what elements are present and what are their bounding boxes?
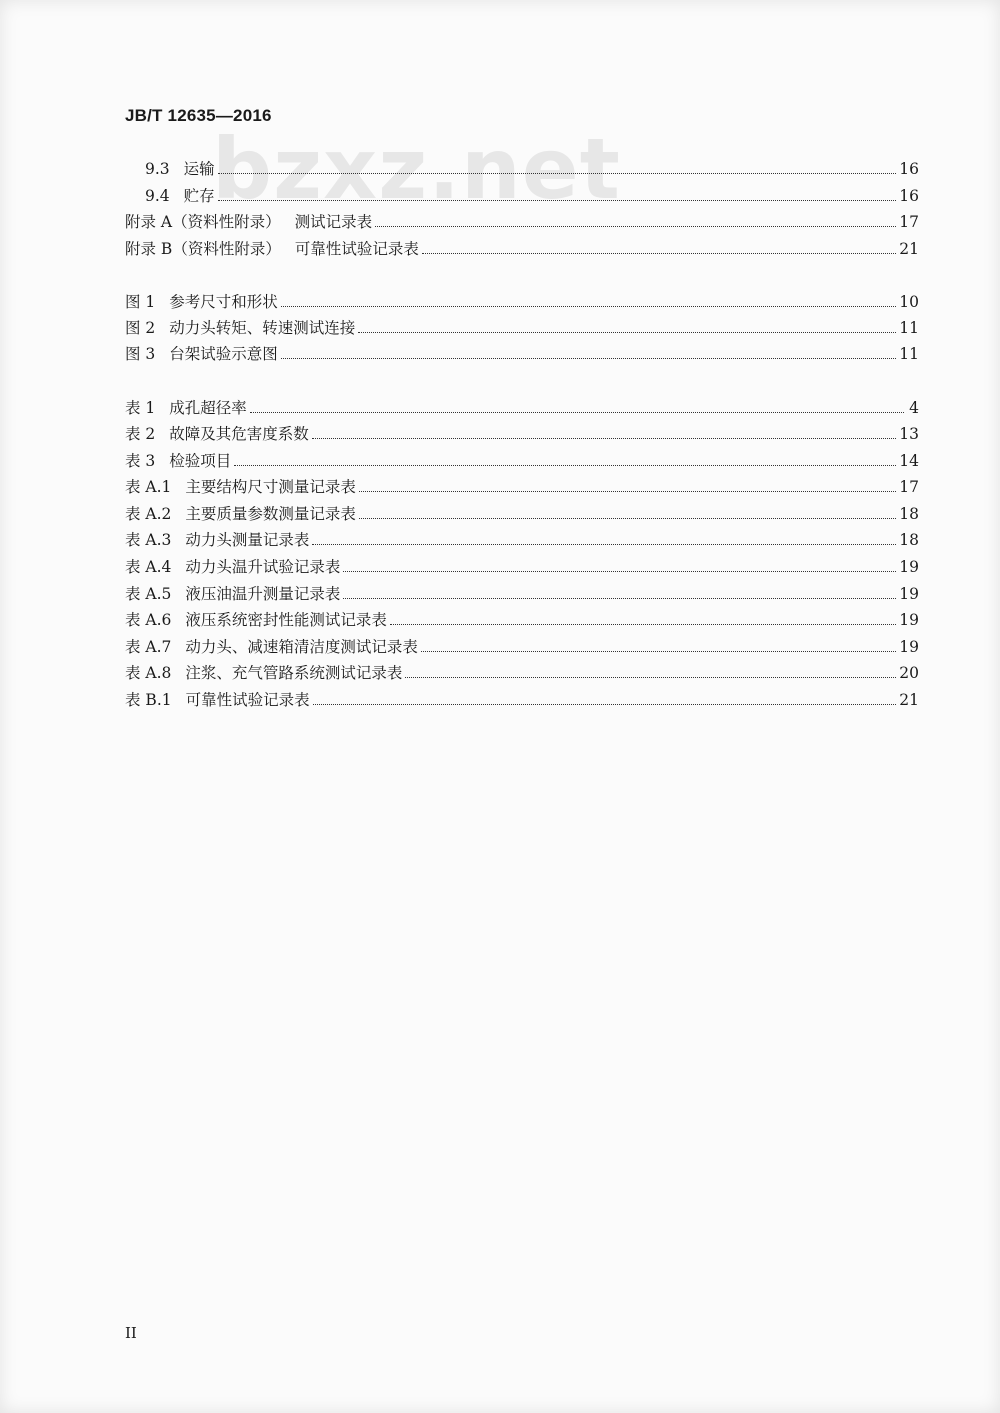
entry-number: 表 A.5 (125, 585, 172, 603)
toc-entry[interactable] (145, 179, 919, 205)
dot-leader (343, 597, 896, 599)
toc-entry[interactable] (125, 470, 919, 496)
entry-page: 17 (899, 213, 919, 231)
dot-leader (359, 517, 896, 519)
dot-leader (312, 543, 896, 545)
page-number: II (125, 1324, 137, 1342)
entry-title: 贮存 (183, 187, 215, 205)
dot-leader (359, 490, 896, 492)
entry-title: 液压油温升测量记录表 (185, 585, 341, 603)
entry-title: 成孔超径率 (169, 399, 247, 417)
entry-number: 附录 B（资料性附录） (125, 240, 281, 258)
dot-leader (218, 172, 897, 174)
dot-leader (250, 411, 904, 413)
entry-page: 11 (899, 319, 919, 337)
entry-title: 动力头测量记录表 (185, 531, 310, 549)
entry-title: 台架试验示意图 (169, 345, 278, 363)
entry-title: 注浆、充气管路系统测试记录表 (185, 664, 403, 682)
toc-entry[interactable] (125, 285, 919, 311)
watermark: bzxz.net (212, 120, 621, 218)
entry-page: 13 (899, 425, 919, 443)
entry-title: 动力头转矩、转速测试连接 (169, 319, 356, 337)
entry-page: 16 (899, 187, 919, 205)
entry-number: 9.3 (145, 160, 170, 178)
entry-number: 表 A.7 (125, 638, 172, 656)
entry-number: 图 1 (125, 293, 156, 311)
entry-page: 18 (899, 531, 919, 549)
entry-number: 9.4 (145, 187, 170, 205)
entry-number: 表 2 (125, 425, 156, 443)
entry-number: 表 A.8 (125, 664, 172, 682)
dot-leader (375, 225, 896, 227)
entry-page: 19 (899, 611, 919, 629)
entry-number: 表 A.2 (125, 505, 172, 523)
entry-title: 动力头温升试验记录表 (185, 558, 341, 576)
dot-leader (281, 357, 896, 359)
toc-entry[interactable] (125, 656, 919, 682)
entry-page: 14 (899, 452, 919, 470)
toc-entry[interactable] (125, 497, 919, 523)
entry-page: 21 (899, 240, 919, 258)
entry-title: 运输 (183, 160, 215, 178)
dot-leader (358, 331, 896, 333)
entry-page: 18 (899, 505, 919, 523)
toc-entry[interactable] (125, 523, 919, 549)
toc-entry[interactable] (125, 630, 919, 656)
dot-leader (421, 650, 896, 652)
entry-page: 16 (899, 160, 919, 178)
entry-page: 21 (899, 691, 919, 709)
entry-page: 11 (899, 345, 919, 363)
entry-title: 液压系统密封性能测试记录表 (185, 611, 387, 629)
entry-number: 附录 A（资料性附录） (125, 213, 281, 231)
dot-leader (312, 437, 896, 439)
entry-title: 可靠性试验记录表 (294, 240, 419, 258)
toc-entry[interactable] (125, 391, 919, 417)
toc-entry[interactable] (125, 232, 919, 258)
dot-leader (313, 703, 897, 705)
entry-number: 表 1 (125, 399, 156, 417)
entry-title: 测试记录表 (294, 213, 373, 231)
entry-page: 20 (899, 664, 919, 682)
entry-title: 故障及其危害度系数 (169, 425, 309, 443)
toc-entry[interactable] (125, 683, 919, 709)
entry-page: 17 (899, 478, 919, 496)
standard-code: JB/T 12635—2016 (125, 106, 272, 125)
toc-entry[interactable] (125, 550, 919, 576)
entry-number: 表 3 (125, 452, 156, 470)
toc-entry[interactable] (125, 577, 919, 603)
entry-title: 可靠性试验记录表 (185, 691, 310, 709)
entry-title: 主要结构尺寸测量记录表 (185, 478, 356, 496)
entry-number: 表 A.4 (125, 558, 172, 576)
entry-number: 表 A.6 (125, 611, 172, 629)
entry-number: 表 A.3 (125, 531, 172, 549)
dot-leader (390, 623, 896, 625)
entry-title: 参考尺寸和形状 (169, 293, 278, 311)
entry-title: 主要质量参数测量记录表 (185, 505, 356, 523)
toc-entry[interactable] (125, 337, 919, 363)
entry-page: 4 (909, 399, 919, 417)
toc-entry[interactable] (145, 152, 919, 178)
dot-leader (343, 570, 896, 572)
toc-entry[interactable] (125, 205, 919, 231)
toc-entry[interactable] (125, 603, 919, 629)
entry-number: 图 3 (125, 345, 156, 363)
entry-number: 表 B.1 (125, 691, 172, 709)
dot-leader (422, 252, 896, 254)
entry-number: 表 A.1 (125, 478, 172, 496)
entry-title: 检验项目 (169, 452, 232, 470)
entry-page: 19 (899, 638, 919, 656)
entry-page: 19 (899, 558, 919, 576)
dot-leader (234, 464, 896, 466)
dot-leader (281, 305, 896, 307)
entry-page: 10 (899, 293, 919, 311)
entry-title: 动力头、减速箱清洁度测试记录表 (185, 638, 418, 656)
dot-leader (405, 676, 896, 678)
toc-entry[interactable] (125, 417, 919, 443)
toc-entry[interactable] (125, 444, 919, 470)
dot-leader (218, 199, 897, 201)
toc-entry[interactable] (125, 311, 919, 337)
entry-number: 图 2 (125, 319, 156, 337)
entry-page: 19 (899, 585, 919, 603)
